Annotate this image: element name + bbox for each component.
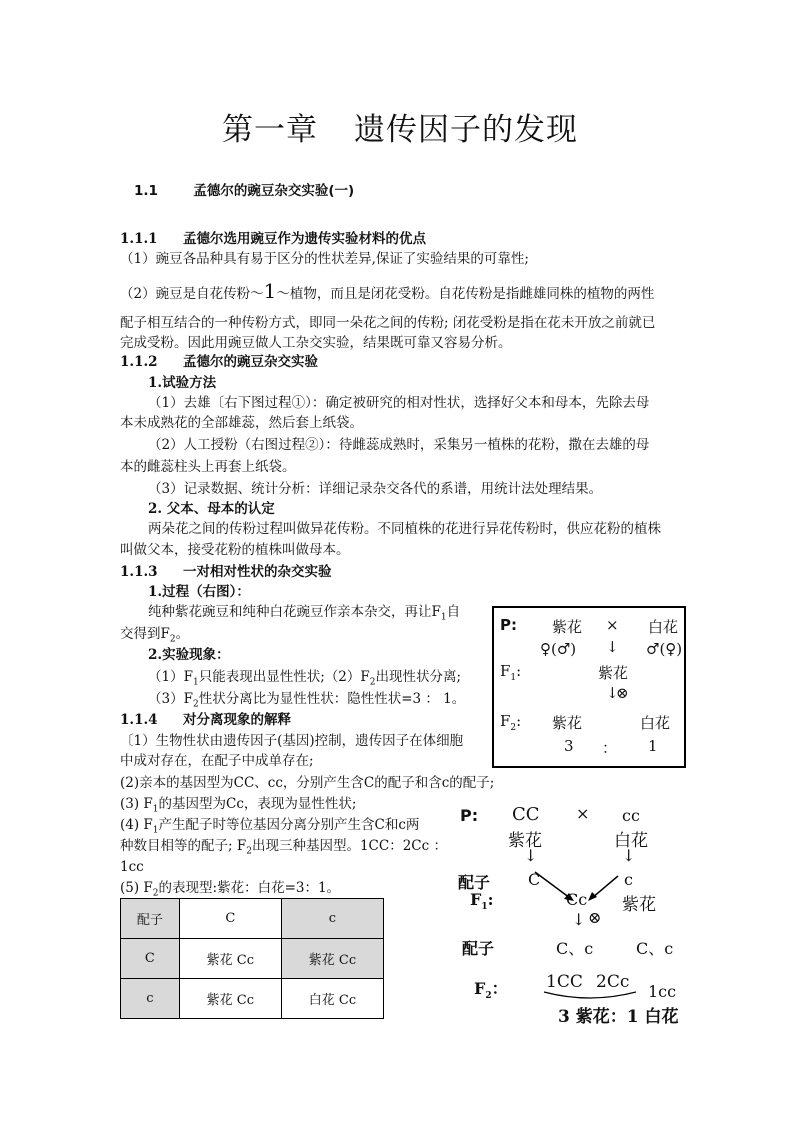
f1-label	[470, 890, 494, 912]
section-title: 孟德尔的豌豆杂交实验(一)	[193, 183, 355, 199]
subscript: 2	[485, 991, 492, 1002]
section-number: 1.1.2	[120, 354, 158, 370]
punnett-table	[120, 898, 384, 1019]
text-span: F	[474, 979, 486, 998]
subscript: 1	[152, 825, 159, 836]
f2-label	[474, 976, 508, 1001]
paragraph-line: （2）人工授粉（右图过程②）：待雌蕊成熟时，采集另一植株的花粉，撒在去雄的母	[148, 437, 650, 453]
p-label: P:	[460, 806, 479, 825]
text-span: 的表现型:紫花：白花=3：1。	[158, 880, 341, 896]
arrow-line	[592, 876, 618, 898]
purple-flower-label: 紫花	[552, 618, 583, 636]
f1-label	[500, 662, 521, 683]
table-cell: C	[121, 939, 180, 979]
paragraph-line	[120, 279, 655, 303]
text-span: 出现三种基因型。1CC：2Cc ：	[251, 838, 447, 854]
paragraph-line	[148, 668, 461, 692]
table-row	[121, 979, 384, 1019]
text-span: 1	[263, 279, 277, 303]
genotype-1CC: 1CC	[546, 972, 583, 992]
text-span: :	[487, 890, 494, 909]
subscript: 2	[369, 677, 376, 688]
page-title	[0, 104, 800, 149]
text-span: 的基因型为Cc，表现为显性性状;	[158, 796, 357, 812]
section-1-1-heading	[134, 182, 354, 200]
genotype-cc: cc	[622, 806, 640, 825]
male-female-symbol: ♂(♀)	[646, 640, 683, 658]
subscript: 1	[481, 902, 488, 913]
paragraph-line: (2)亲本的基因型为CC、cc，分别产生含C的配子和含c的配子;	[120, 775, 495, 791]
section-title: 一对相对性状的杂交实验	[183, 564, 332, 580]
paragraph-line	[148, 603, 460, 627]
subheading: 2.实验现象：	[148, 647, 230, 663]
paragraph-line: 中成对存在，在配子中成单存在;	[120, 753, 314, 769]
bracket-curve	[544, 992, 636, 998]
f2-white-label: 白花	[640, 714, 671, 732]
text-span: 自	[446, 604, 461, 620]
subscript: 2	[510, 723, 517, 733]
down-arrow-icon: ↓	[606, 684, 619, 702]
section-title: 孟德尔的豌豆杂交实验	[183, 354, 318, 370]
subscript: 2	[192, 699, 199, 710]
text-span: (4) F	[120, 817, 153, 833]
table-cell: 紫花 Cc	[179, 939, 281, 979]
table-cell: 紫花 Cc	[281, 939, 383, 979]
subheading: 1.过程（右图）：	[148, 584, 250, 600]
paragraph-line: 叫做父本，接受花粉的植株叫做母本。	[120, 542, 350, 558]
section-number: 1.1.4	[120, 712, 158, 728]
table-cell: 配子	[121, 899, 180, 939]
ratio-colon: ：	[602, 739, 618, 757]
paragraph-line: 本的雌蕊柱头上再套上纸袋。	[120, 459, 296, 475]
f1-purple-label: 紫花	[598, 664, 629, 682]
p-label: P:	[500, 616, 517, 634]
down-arrow-icon: ↓	[572, 910, 586, 929]
ratio-3: 3	[564, 737, 574, 755]
gamete-label: 配子	[462, 939, 495, 958]
f1-purple-label: 紫花	[622, 895, 656, 915]
text-span: (3) F	[120, 796, 153, 812]
text-span: 产生配子时等位基因分离分别产生含C和c两	[158, 817, 420, 833]
table-header-row	[121, 899, 384, 939]
text-span: 性状分离比为显性性状：隐性性状=3 ： 1。	[198, 691, 466, 707]
section-1-1-3-heading	[120, 563, 332, 581]
phenotype-ratio: 3 紫花：1 白花	[558, 1007, 679, 1027]
chapter-number: 第一章	[222, 112, 318, 148]
text-span: F	[500, 662, 511, 680]
text-span: F	[500, 712, 511, 730]
ratio-1: 1	[648, 737, 658, 755]
subscript: 1	[192, 677, 199, 688]
section-1-1-1-heading	[120, 230, 426, 248]
gametes-left: C、c	[556, 939, 594, 958]
section-title: 对分离现象的解释	[183, 712, 291, 728]
text-span: （2）豌豆是自花传粉～	[120, 286, 264, 302]
genotype-CC: CC	[512, 804, 540, 825]
subscript: 2	[169, 634, 176, 645]
text-span: ～植物，而且是闭花受粉。自花传粉是指雌雄同株的植物的两性	[276, 286, 655, 302]
gamete-C: C	[528, 870, 541, 889]
white-flower-label: 白花	[648, 618, 679, 636]
subscript: 1	[510, 673, 517, 683]
section-number: 1.1.3	[120, 564, 158, 580]
text-span: 出现性状分离;	[375, 669, 462, 685]
paragraph-line	[120, 837, 447, 861]
subscript: 1	[152, 804, 159, 815]
section-number: 1.1.1	[120, 231, 158, 247]
down-arrow-icon: ↓	[622, 846, 636, 865]
section-number: 1.1	[134, 183, 158, 199]
selfing-symbol: ⊗	[588, 908, 602, 927]
table-cell: c	[121, 979, 180, 1019]
text-span: F	[470, 890, 482, 909]
subheading: 1.试验方法	[148, 375, 217, 391]
f2-label	[500, 712, 521, 733]
chapter-name: 遗传因子的发现	[354, 112, 578, 148]
text-span: 。	[175, 626, 190, 642]
paragraph-line: （1）豌豆各品种具有易于区分的性状差异,保证了实验结果的可靠性;	[120, 251, 529, 267]
text-span: :	[516, 662, 522, 680]
paragraph-line: 本未成熟花的全部雄蕊，然后套上纸袋。	[120, 415, 363, 431]
arrow-line	[535, 872, 570, 898]
paragraph-line: 完成受粉。因此用豌豆做人工杂交实验，结果既可靠又容易分析。	[120, 335, 512, 351]
table-row	[121, 939, 384, 979]
gametes-right: C、c	[636, 939, 674, 958]
text-span: 交得到F	[120, 626, 170, 642]
purple-flower-label: 紫花	[508, 831, 542, 851]
text-span: （1）F	[148, 669, 193, 685]
female-male-symbol: ♀(♂)	[540, 640, 577, 658]
gamete-c: c	[624, 870, 633, 889]
text-span: ：	[491, 979, 508, 998]
f2-purple-label: 紫花	[552, 714, 583, 732]
selfing-symbol: ⊗	[616, 684, 629, 702]
subscript: 2	[246, 846, 252, 857]
text-span: :	[516, 712, 522, 730]
section-1-1-2-heading	[120, 353, 318, 371]
genotype-2Cc: 2Cc	[596, 972, 630, 992]
cross-symbol: ×	[606, 616, 619, 634]
genotype-Cc: Cc	[566, 890, 588, 909]
paragraph-line: （3）记录数据、统计分析：详细记录杂交各代的系谱，用统计法处理结果。	[148, 481, 603, 497]
paragraph-line: （1）去雄〔右下图过程①）：确定被研究的相对性状，选择好父本和母本，先除去母	[148, 395, 650, 411]
arrow-head	[588, 892, 597, 901]
gamete-label: 配子	[458, 873, 491, 892]
text-span: 只能表现出显性性状;（2）F	[198, 669, 370, 685]
paragraph-line: 〔1）生物性状由遗传因子(基因)控制，遗传因子在体细胞	[120, 733, 464, 749]
section-title: 孟德尔选用豌豆作为遗传实验材料的优点	[183, 231, 426, 247]
table-cell: c	[281, 899, 383, 939]
subheading: 2. 父本、母本的认定	[148, 501, 275, 517]
paragraph-line: 两朵花之间的传粉过程叫做异花传粉。不同植株的花进行异花传粉时，供应花粉的植株	[148, 521, 661, 537]
down-arrow-icon: ↓	[524, 846, 538, 865]
subscript: 2	[152, 888, 159, 899]
section-1-1-4-heading	[120, 711, 291, 729]
genotype-1cc: 1cc	[648, 982, 677, 1001]
text-span: 种数目相等的配子; F	[120, 838, 247, 854]
text-span: （3）F	[148, 691, 193, 707]
paragraph-line: 配子相互结合的一种传粉方式，即同一朵花之间的传粉; 闭花受粉是指在花未开放之前就已	[120, 315, 656, 331]
paragraph-line: 1cc	[120, 859, 144, 875]
down-arrow-icon: ↓	[606, 638, 619, 656]
subscript: 1	[440, 612, 447, 623]
white-flower-label: 白花	[614, 831, 648, 851]
cross-symbol: ×	[576, 804, 590, 823]
table-cell: 白花 Cc	[281, 979, 383, 1019]
table-cell: C	[179, 899, 281, 939]
text-span: 纯种紫花豌豆和纯种白花豌豆作亲本杂交，再让F	[148, 604, 441, 620]
table-cell: 紫花 Cc	[179, 979, 281, 1019]
text-span: (5) F	[120, 880, 153, 896]
